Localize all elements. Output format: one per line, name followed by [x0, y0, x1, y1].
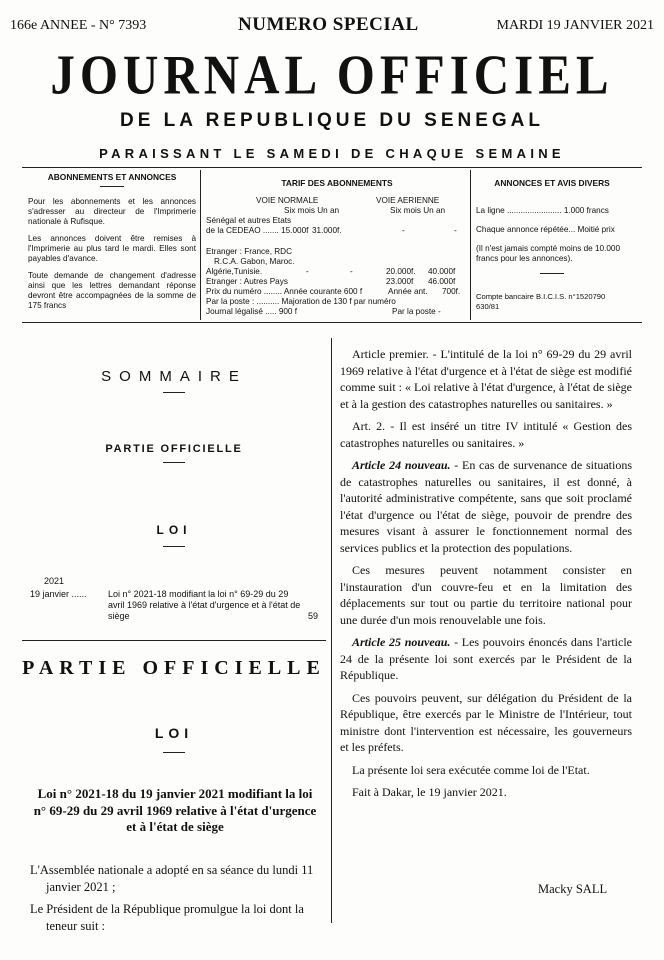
journal-subtitle: DE LA REPUBLIQUE DU SENEGAL: [120, 110, 544, 131]
rate-row-autres: Etranger : Autres Pays: [206, 277, 288, 286]
rate-algerie-air-6: 20.000f.: [386, 267, 416, 276]
announcements-box: [476, 178, 628, 321]
minimum-charge-note: (Il n'est jamais compté moins de 10.000 francs pour les annonces).: [476, 244, 621, 263]
rate-row-algerie: Algérie,Tunisie.: [206, 267, 263, 276]
short-rule: [163, 752, 185, 753]
article-24: [340, 457, 632, 556]
subscriptions-text-3: Toute demande de changement d'adresse ainsi que les lettres demandant réponse devront être accompagnées de la somme de 175 francs: [28, 271, 196, 310]
bank-account: Compte bancaire B.I.C.I.S. n°1520790 630/81: [476, 292, 606, 311]
article-24-label: Article 24 nouveau.: [352, 458, 451, 472]
article-1: Article premier. - L'intitulé de la loi n° 69-29 du 29 avril 1969 relative à l'état d'urgence et à l'état de siège est modifié comme suit : « Loi relative à l'état d'urgence, à l'état de siège et à la gestion des catastrophes naturelles ou sanitaires. »: [340, 347, 632, 411]
rate-autres-air-6: 23.000f: [386, 277, 414, 286]
measures-paragraph: Ces mesures peuvent notamment consister en l'instauration d'un couvre-feu et en la limitation des déplacements sur tout ou partie du territoire national pour une durée d'un mois renouvelable une fois.: [340, 563, 632, 627]
summary-entry-date: 19 janvier ......: [30, 589, 87, 599]
law-heading: LOI: [154, 725, 194, 741]
summary-law-heading: LOI: [156, 523, 192, 537]
rate-row-france: Etranger : France, RDC: [206, 247, 292, 256]
repeat-announcement-price: Chaque annonce répétée... Moitié prix: [476, 225, 615, 234]
short-rule: [163, 546, 185, 547]
rate-autres-air-12: 46.000f: [428, 277, 456, 286]
delegation-paragraph: Ces pouvoirs peuvent, sur délégation du Président de la République, être exercés par le Ministre de l'Intérieur, tout ministre dont l'intervention est nécessaire, les gouverneurs et les préfets.: [340, 690, 632, 754]
summary-section-title: PARTIE OFFICIELLE: [105, 443, 243, 455]
article-2: Art. 2. - Il est inséré un titre IV intitulé « Gestion des catastrophes naturelles ou sanitaires. »: [340, 419, 632, 450]
rate-cedeao-air-12: -: [454, 226, 457, 235]
issue-date: MARDI 19 JANVIER 2021: [496, 18, 654, 33]
journal-title: JOURNAL OFFICIEL: [50, 42, 614, 107]
law-body: [340, 346, 632, 807]
signature: Macky SALL: [538, 882, 608, 896]
air-periods: Six mois Un an: [390, 206, 446, 215]
article-25-label: Article 25 nouveau.: [352, 635, 451, 649]
boxes-bottom-divider: [22, 322, 642, 323]
box-divider-right: [470, 170, 471, 320]
header-divider: [22, 167, 642, 168]
air-mail-header: VOIE AERIENNE: [376, 196, 440, 205]
rate-row-senegal: Sénégal et autres Etats: [206, 216, 292, 225]
summary-title: SOMMAIRE: [101, 368, 247, 385]
rate-cedeao-year: 31.000f.: [312, 226, 342, 235]
normal-periods: Six mois Un an: [284, 206, 340, 215]
rate-algerie-air-12: 40.000f: [428, 267, 456, 276]
issue-price: Prix du numéro ........ Année courante 600 f: [206, 287, 363, 296]
subscriptions-box: [28, 172, 196, 318]
law-title: Loi n° 2021-18 du 19 janvier 2021 modifiant la loi n° 69-29 du 29 avril 1969 relative à l'état d'urgence et à l'état de siège: [33, 786, 317, 834]
article-25: [340, 634, 632, 684]
column-divider: [331, 338, 332, 923]
issue-price-previous: Année ant.: [388, 287, 428, 296]
issue-price-previous-value: 700f.: [442, 287, 461, 296]
top-line: [10, 16, 654, 38]
box-divider-left: [200, 170, 201, 320]
short-rule: [100, 186, 124, 187]
summary-divider: [22, 640, 326, 641]
rate-algerie-normal-12: -: [350, 267, 353, 276]
rates-title: TARIF DES ABONNEMENTS: [281, 178, 393, 188]
price-per-line: La ligne ........................ 1.000 francs: [476, 206, 609, 215]
rate-row-rca: R.C.A. Gabon, Maroc.: [214, 257, 295, 266]
rate-algerie-normal-6: -: [306, 267, 309, 276]
rate-row-cedeao: de la CEDEAO ....... 15.000f: [206, 226, 309, 235]
subscriptions-title: ABONNEMENTS ET ANNONCES: [47, 172, 177, 182]
short-rule: [163, 462, 185, 463]
law-preamble-1: L'Assemblée nationale a adopté en sa séance du lundi 11 janvier 2021 ;: [30, 863, 314, 894]
law-preamble-2: Le Président de la République promulgue la loi dont la teneur suit :: [30, 902, 304, 933]
special-edition-label: NUMERO SPECIAL: [238, 14, 419, 35]
subscriptions-text-2: Les annonces doivent être remises à l'Imprimerie au plus tard le mardi. Elles sont payables d'avance.: [28, 234, 196, 263]
normal-mail-header: VOIE NORMALE: [256, 196, 319, 205]
rates-box: [206, 178, 468, 317]
announcements-title: ANNONCES ET AVIS DIVERS: [494, 178, 610, 188]
summary-entry-text: Loi n° 2021-18 modifiant la loi n° 69-29 du 29 avril 1969 relative à l'état d'urgence et à l'état de siège: [108, 589, 301, 621]
subscriptions-text-1: Pour les abonnements et les annonces s'adresser au directeur de l'Imprimerie nationale à Rufisque.: [28, 197, 196, 226]
section-title: PARTIE OFFICIELLE: [22, 657, 326, 679]
legalised-journal-post: Par la poste -: [392, 307, 441, 316]
short-rule: [540, 273, 564, 274]
issue-number: 166e ANNEE - N° 7393: [10, 18, 147, 33]
article-25-text: - Les pouvoirs énoncés dans l'article 24 de la présente loi sont exercés par le Président de la République.: [340, 635, 632, 682]
summary-year: 2021: [44, 576, 65, 586]
postal-surcharge: Par la poste : .......... Majoration de 130 f par numéro: [206, 297, 396, 306]
article-24-text: - En cas de survenance de situations de catastrophes naturelles ou sanitaires, il est donné, à l'autorité administrative compétente, sans que soit proclamé l'état d'urgence ou l'état de siège, pouvoir de prendre des mesures visant à assurer le fonctionnement normal des services publics et la protection des populations.: [340, 458, 632, 555]
summary-entry-page: 59: [308, 611, 319, 621]
execution-paragraph: La présente loi sera exécutée comme loi de l'Etat.: [352, 762, 590, 777]
rate-cedeao-air-6: -: [402, 226, 405, 235]
short-rule: [163, 392, 185, 393]
done-at-dakar: Fait à Dakar, le 19 janvier 2021.: [352, 785, 507, 799]
legalised-journal-price: Journal légalisé ..... 900 f: [206, 307, 298, 316]
journal-tagline: PARAISSANT LE SAMEDI DE CHAQUE SEMAINE: [99, 146, 565, 161]
